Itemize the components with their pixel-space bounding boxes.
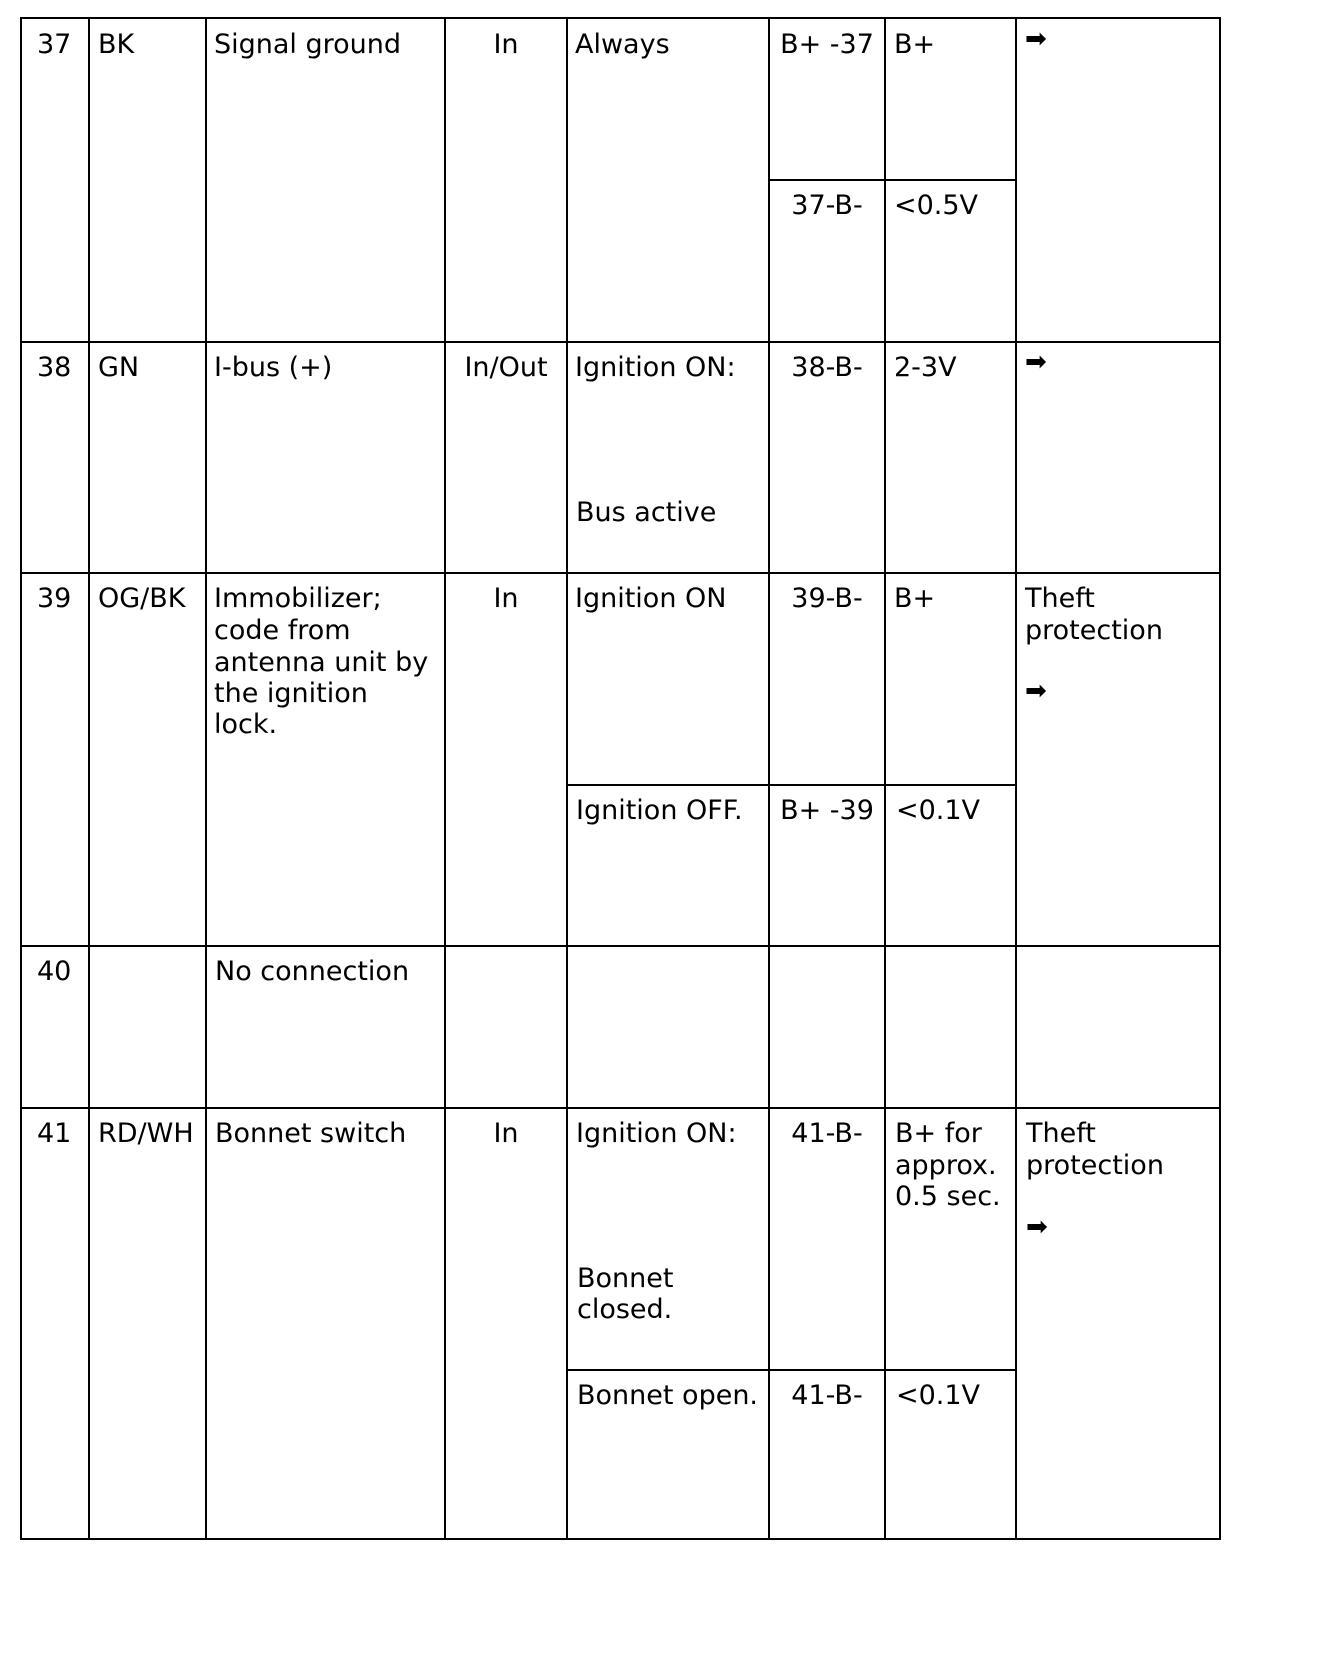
wire-color: BK (98, 29, 135, 60)
notes-line: protection (1025, 615, 1163, 646)
row-divider (20, 1107, 1221, 1109)
nominal-value: B+ (894, 29, 936, 60)
measure-point: 41-B- (791, 1118, 863, 1149)
wire-color: RD/WH (98, 1118, 194, 1149)
test-condition: Always (575, 29, 670, 60)
row-divider (20, 572, 1221, 574)
column-divider (884, 17, 886, 1540)
measure-point: 39-B- (791, 583, 863, 614)
test-condition: Ignition OFF. (576, 795, 743, 826)
subrow-divider (566, 1369, 1017, 1371)
column-divider (88, 17, 90, 1540)
pin-description-line: the ignition (214, 678, 368, 709)
subrow-divider (768, 179, 1017, 181)
test-condition: Bonnet open. (577, 1380, 759, 1411)
signal-direction: In/Out (464, 352, 548, 383)
pin-description-line: code from (214, 615, 351, 646)
pin-description: Bonnet switch (215, 1118, 407, 1149)
nominal-value-line: B+ for (895, 1118, 982, 1149)
table-border-right (1219, 17, 1221, 1540)
subrow-divider (566, 784, 1017, 786)
pin-description: No connection (215, 956, 410, 987)
measure-point: B+ -39 (780, 795, 874, 826)
notes-line: Theft (1025, 583, 1095, 614)
pin-description-line: lock. (214, 709, 278, 740)
column-divider (768, 17, 770, 1540)
pin-description-line: antenna unit by (214, 647, 429, 678)
column-divider (444, 17, 446, 1540)
column-divider (566, 17, 568, 1540)
pin-description: I-bus (+) (214, 352, 333, 383)
arrow-right-icon: ➡ (1025, 347, 1047, 377)
test-condition-detail-line: Bonnet (577, 1263, 674, 1294)
test-condition: Ignition ON: (576, 1118, 737, 1149)
arrow-right-icon: ➡ (1025, 676, 1047, 706)
pin-number: 40 (37, 956, 72, 987)
signal-direction: In (493, 1118, 519, 1149)
signal-direction: In (493, 29, 519, 60)
notes-line: Theft (1026, 1118, 1096, 1149)
nominal-value: B+ (894, 583, 936, 614)
signal-direction: In (493, 583, 519, 614)
arrow-right-icon: ➡ (1026, 1212, 1048, 1242)
test-condition: Ignition ON: (575, 352, 736, 383)
measure-point: 37-B- (791, 190, 863, 221)
measure-point: B+ -37 (780, 29, 874, 60)
column-divider (205, 17, 207, 1540)
nominal-value: 2-3V (894, 352, 957, 383)
wire-color: GN (98, 352, 140, 383)
nominal-value: <0.1V (896, 1380, 981, 1411)
pin-description: Signal ground (214, 29, 402, 60)
arrow-right-icon: ➡ (1025, 24, 1047, 54)
nominal-value-line: approx. (895, 1150, 997, 1181)
pin-number: 38 (37, 352, 72, 383)
measure-point: 38-B- (791, 352, 863, 383)
pin-number: 39 (37, 583, 72, 614)
test-condition-detail-line: closed. (577, 1294, 673, 1325)
pin-description-line: Immobilizer; (214, 583, 382, 614)
nominal-value-line: 0.5 sec. (895, 1181, 1001, 1212)
pin-number: 37 (37, 29, 72, 60)
table-border-top (20, 17, 1221, 19)
wire-color: OG/BK (98, 583, 186, 614)
test-condition: Ignition ON (575, 583, 727, 614)
nominal-value: <0.5V (894, 190, 979, 221)
table-border-bottom (20, 1538, 1221, 1540)
pin-number: 41 (37, 1118, 72, 1149)
table-border-left (20, 17, 22, 1540)
column-divider (1015, 17, 1017, 1540)
test-condition-detail: Bus active (576, 497, 717, 528)
measure-point: 41-B- (791, 1380, 863, 1411)
row-divider (20, 341, 1221, 343)
notes-line: protection (1026, 1150, 1164, 1181)
row-divider (20, 945, 1221, 947)
nominal-value: <0.1V (896, 795, 981, 826)
